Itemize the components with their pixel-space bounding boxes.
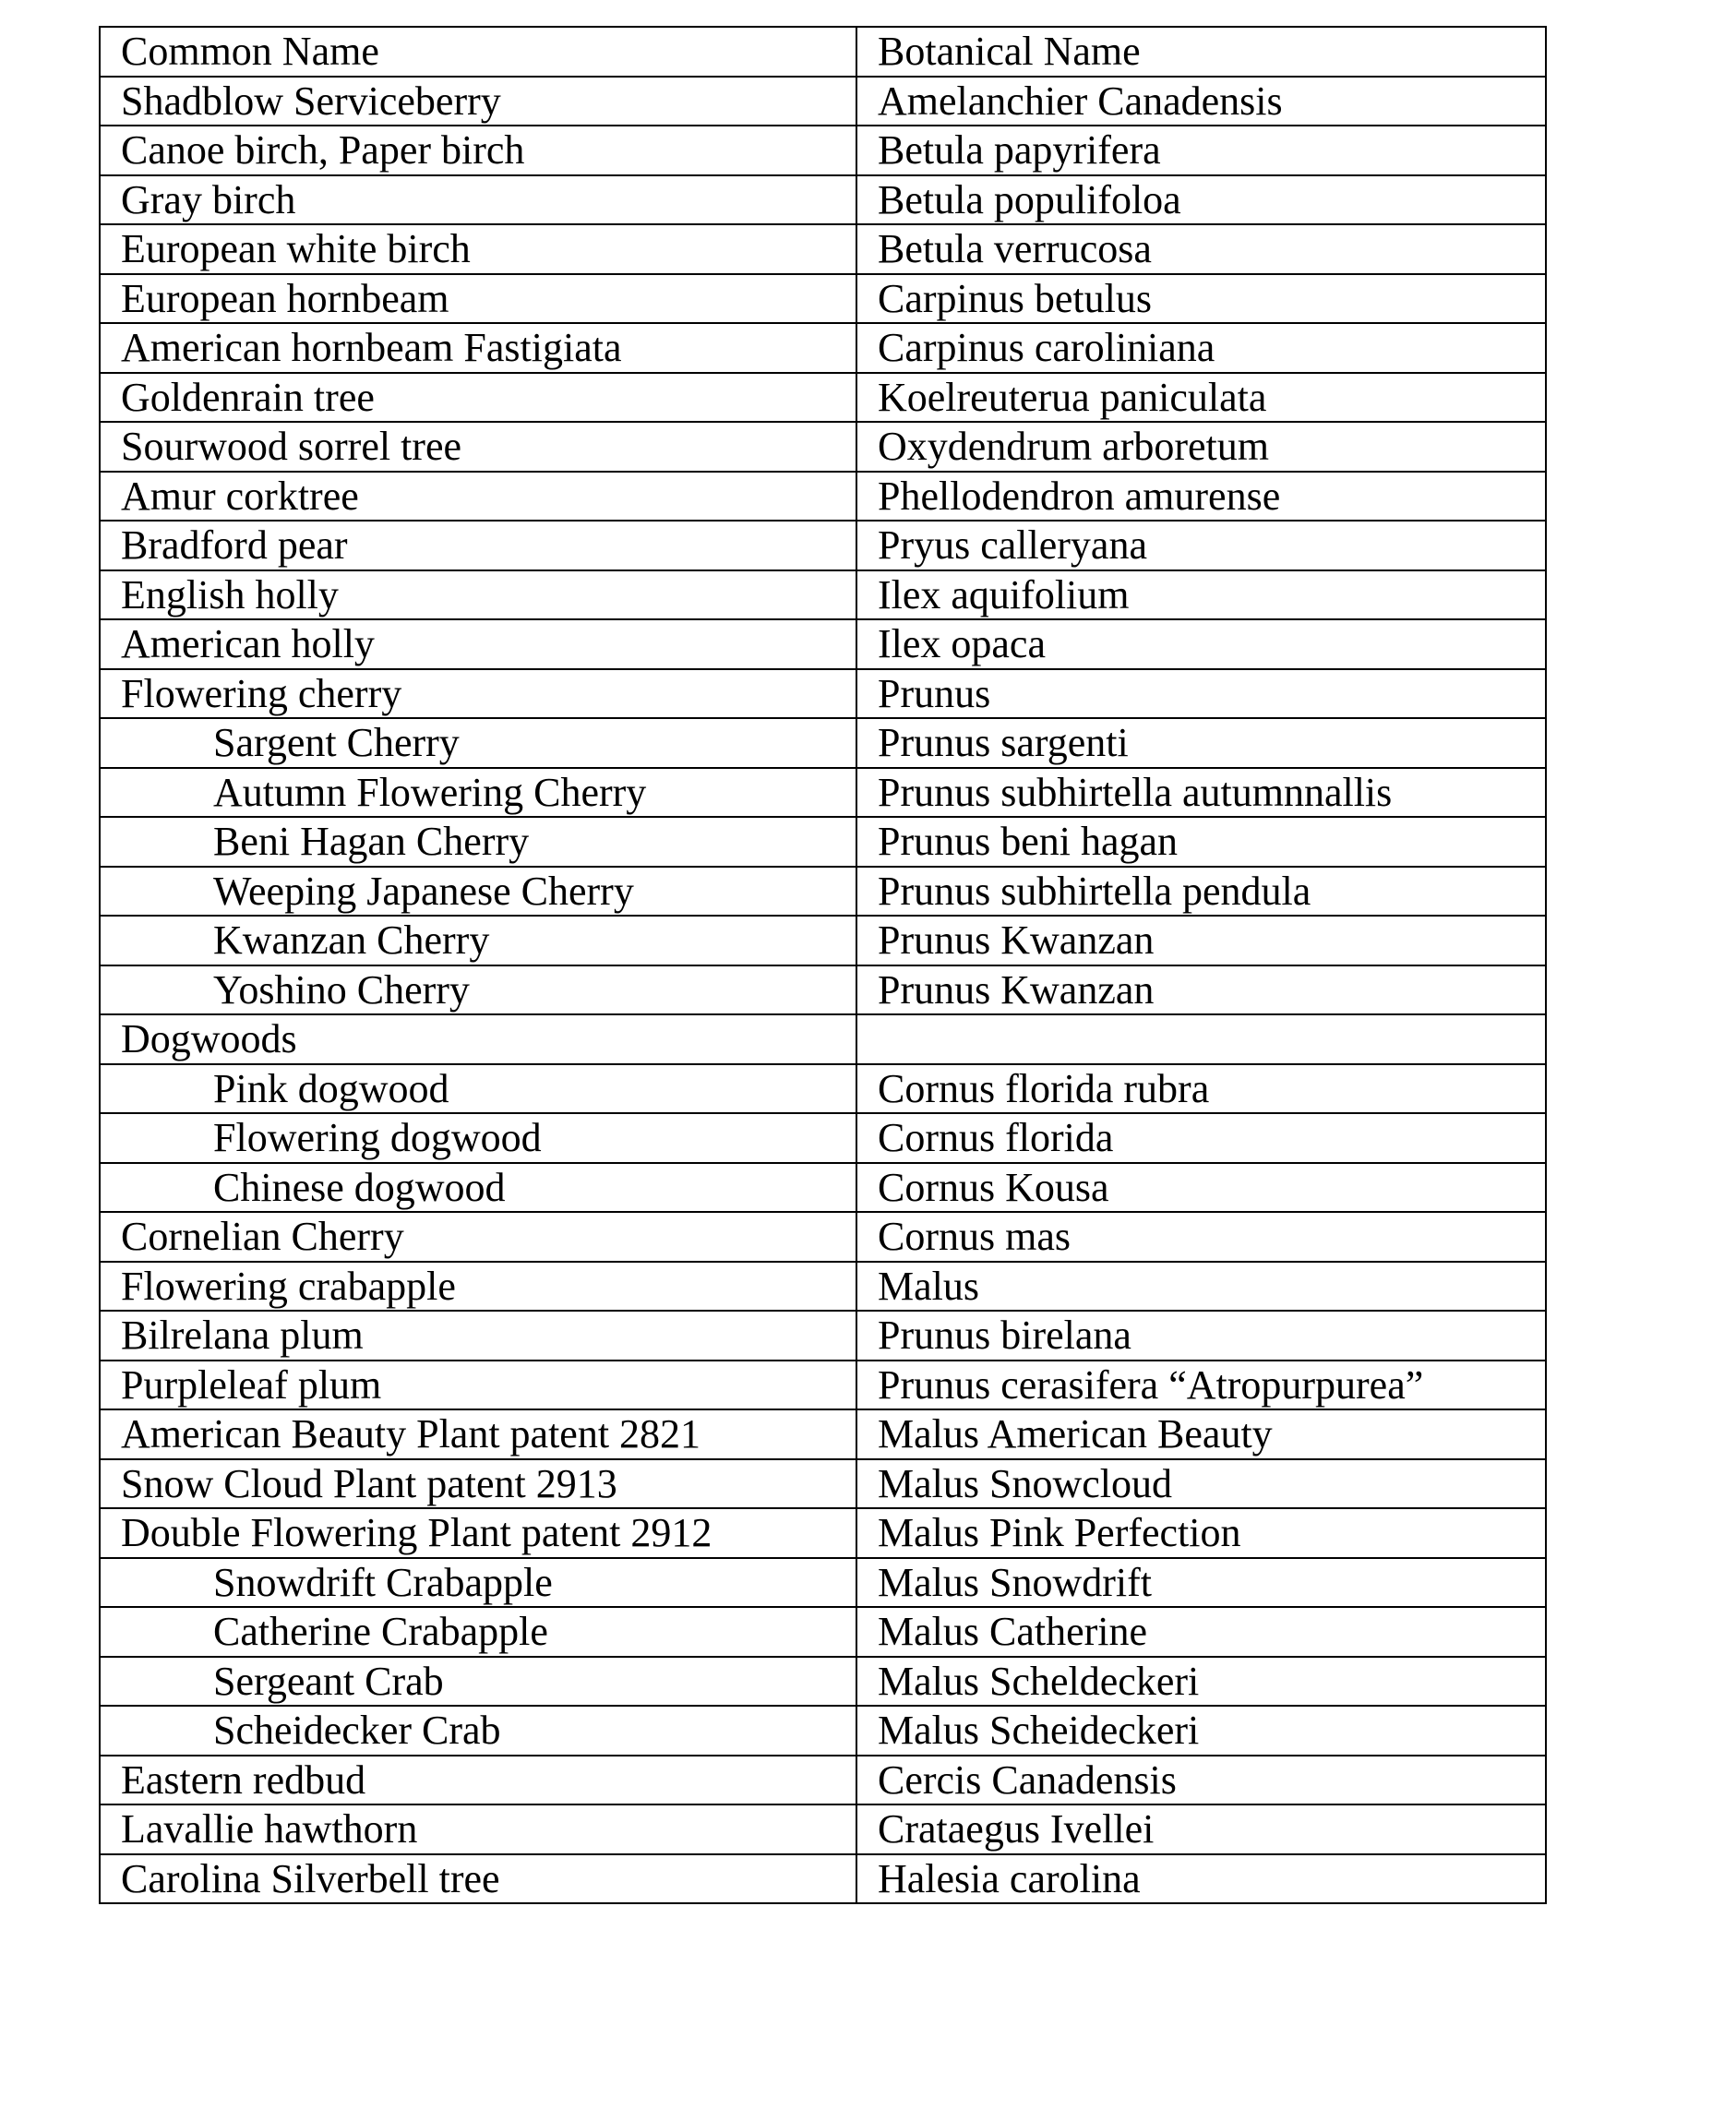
botanical-name-cell: Carpinus caroliniana (856, 323, 1546, 373)
botanical-name-cell: Malus (856, 1262, 1546, 1312)
botanical-name-cell: Malus Catherine (856, 1607, 1546, 1657)
common-name-cell: Flowering cherry (100, 669, 856, 719)
table-row (100, 1311, 1546, 1361)
table-row (100, 1409, 1546, 1459)
common-name-cell: Yoshino Cherry (100, 965, 856, 1015)
botanical-name-cell (856, 1014, 1546, 1064)
common-name-cell: Catherine Crabapple (100, 1607, 856, 1657)
table-row (100, 175, 1546, 225)
table-row (100, 472, 1546, 522)
plant-names-table (99, 26, 1547, 1904)
table-row (100, 422, 1546, 472)
botanical-name-cell: Prunus Kwanzan (856, 916, 1546, 965)
table-row (100, 77, 1546, 126)
table-row (100, 126, 1546, 175)
header-row (100, 27, 1546, 77)
common-name-cell: Snowdrift Crabapple (100, 1558, 856, 1608)
common-name-cell: Lavallie hawthorn (100, 1804, 856, 1854)
botanical-name-cell: Cornus florida rubra (856, 1064, 1546, 1114)
botanical-name-cell: Betula populifoloa (856, 175, 1546, 225)
table-row (100, 965, 1546, 1015)
table-row (100, 1459, 1546, 1509)
table-row (100, 768, 1546, 818)
common-name-cell: Beni Hagan Cherry (100, 817, 856, 867)
botanical-name-cell: Prunus subhirtella pendula (856, 867, 1546, 917)
botanical-name-cell: Prunus cerasifera “Atropurpurea” (856, 1361, 1546, 1410)
table-row (100, 867, 1546, 917)
botanical-name-cell: Betula verrucosa (856, 224, 1546, 274)
table-row (100, 1804, 1546, 1854)
common-name-cell: Gray birch (100, 175, 856, 225)
table-row (100, 1607, 1546, 1657)
table-row (100, 1854, 1546, 1904)
botanical-name-cell: Malus Snowcloud (856, 1459, 1546, 1509)
table-row (100, 224, 1546, 274)
table-row (100, 1706, 1546, 1756)
common-name-cell: Purpleleaf plum (100, 1361, 856, 1410)
common-name-cell: Eastern redbud (100, 1756, 856, 1805)
botanical-name-cell: Prunus beni hagan (856, 817, 1546, 867)
table-row (100, 619, 1546, 669)
common-name-cell: Shadblow Serviceberry (100, 77, 856, 126)
botanical-name-cell: Malus Scheldeckeri (856, 1657, 1546, 1707)
common-name-cell: Pink dogwood (100, 1064, 856, 1114)
botanical-name-cell: Halesia carolina (856, 1854, 1546, 1904)
common-name-cell: Flowering dogwood (100, 1113, 856, 1163)
common-name-cell: Dogwoods (100, 1014, 856, 1064)
common-name-cell: Sourwood sorrel tree (100, 422, 856, 472)
botanical-name-cell: Malus American Beauty (856, 1409, 1546, 1459)
common-name-cell: European hornbeam (100, 274, 856, 324)
table-body (100, 77, 1546, 1904)
table-row (100, 373, 1546, 423)
header-common-name: Common Name (100, 27, 856, 77)
botanical-name-cell: Cercis Canadensis (856, 1756, 1546, 1805)
table-row (100, 274, 1546, 324)
common-name-cell: Goldenrain tree (100, 373, 856, 423)
common-name-cell: Scheidecker Crab (100, 1706, 856, 1756)
common-name-cell: English holly (100, 570, 856, 620)
common-name-cell: Chinese dogwood (100, 1163, 856, 1213)
table-row (100, 1657, 1546, 1707)
common-name-cell: Kwanzan Cherry (100, 916, 856, 965)
botanical-name-cell: Cornus Kousa (856, 1163, 1546, 1213)
table-row (100, 817, 1546, 867)
table-row (100, 1113, 1546, 1163)
botanical-name-cell: Prunus Kwanzan (856, 965, 1546, 1015)
common-name-cell: Sargent Cherry (100, 718, 856, 768)
botanical-name-cell: Malus Pink Perfection (856, 1508, 1546, 1558)
common-name-cell: Flowering crabapple (100, 1262, 856, 1312)
table-row (100, 1558, 1546, 1608)
common-name-cell: Autumn Flowering Cherry (100, 768, 856, 818)
botanical-name-cell: Cornus mas (856, 1212, 1546, 1262)
common-name-cell: American hornbeam Fastigiata (100, 323, 856, 373)
table-row (100, 1756, 1546, 1805)
botanical-name-cell: Malus Scheideckeri (856, 1706, 1546, 1756)
botanical-name-cell: Malus Snowdrift (856, 1558, 1546, 1608)
table-row (100, 323, 1546, 373)
common-name-cell: European white birch (100, 224, 856, 274)
botanical-name-cell: Prunus subhirtella autumnnallis (856, 768, 1546, 818)
common-name-cell: Canoe birch, Paper birch (100, 126, 856, 175)
botanical-name-cell: Pryus calleryana (856, 521, 1546, 570)
table-row (100, 916, 1546, 965)
botanical-name-cell: Prunus (856, 669, 1546, 719)
table-row (100, 1163, 1546, 1213)
common-name-cell: Bilrelana plum (100, 1311, 856, 1361)
common-name-cell: Amur corktree (100, 472, 856, 522)
botanical-name-cell: Betula papyrifera (856, 126, 1546, 175)
botanical-name-cell: Phellodendron amurense (856, 472, 1546, 522)
botanical-name-cell: Amelanchier Canadensis (856, 77, 1546, 126)
common-name-cell: American holly (100, 619, 856, 669)
common-name-cell: Cornelian Cherry (100, 1212, 856, 1262)
table-row (100, 1064, 1546, 1114)
table-row (100, 1508, 1546, 1558)
botanical-name-cell: Prunus birelana (856, 1311, 1546, 1361)
botanical-name-cell: Carpinus betulus (856, 274, 1546, 324)
table-row (100, 1262, 1546, 1312)
common-name-cell: Snow Cloud Plant patent 2913 (100, 1459, 856, 1509)
table-row (100, 1212, 1546, 1262)
header-botanical-name: Botanical Name (856, 27, 1546, 77)
common-name-cell: Carolina Silverbell tree (100, 1854, 856, 1904)
common-name-cell: Double Flowering Plant patent 2912 (100, 1508, 856, 1558)
common-name-cell: Bradford pear (100, 521, 856, 570)
common-name-cell: Sergeant Crab (100, 1657, 856, 1707)
botanical-name-cell: Ilex aquifolium (856, 570, 1546, 620)
botanical-name-cell: Koelreuterua paniculata (856, 373, 1546, 423)
botanical-name-cell: Cornus florida (856, 1113, 1546, 1163)
table-row (100, 521, 1546, 570)
botanical-name-cell: Ilex opaca (856, 619, 1546, 669)
table-row (100, 718, 1546, 768)
table-row (100, 1014, 1546, 1064)
common-name-cell: American Beauty Plant patent 2821 (100, 1409, 856, 1459)
botanical-name-cell: Crataegus Ivellei (856, 1804, 1546, 1854)
table-row (100, 669, 1546, 719)
botanical-name-cell: Oxydendrum arboretum (856, 422, 1546, 472)
table-row (100, 570, 1546, 620)
common-name-cell: Weeping Japanese Cherry (100, 867, 856, 917)
botanical-name-cell: Prunus sargenti (856, 718, 1546, 768)
table-row (100, 1361, 1546, 1410)
